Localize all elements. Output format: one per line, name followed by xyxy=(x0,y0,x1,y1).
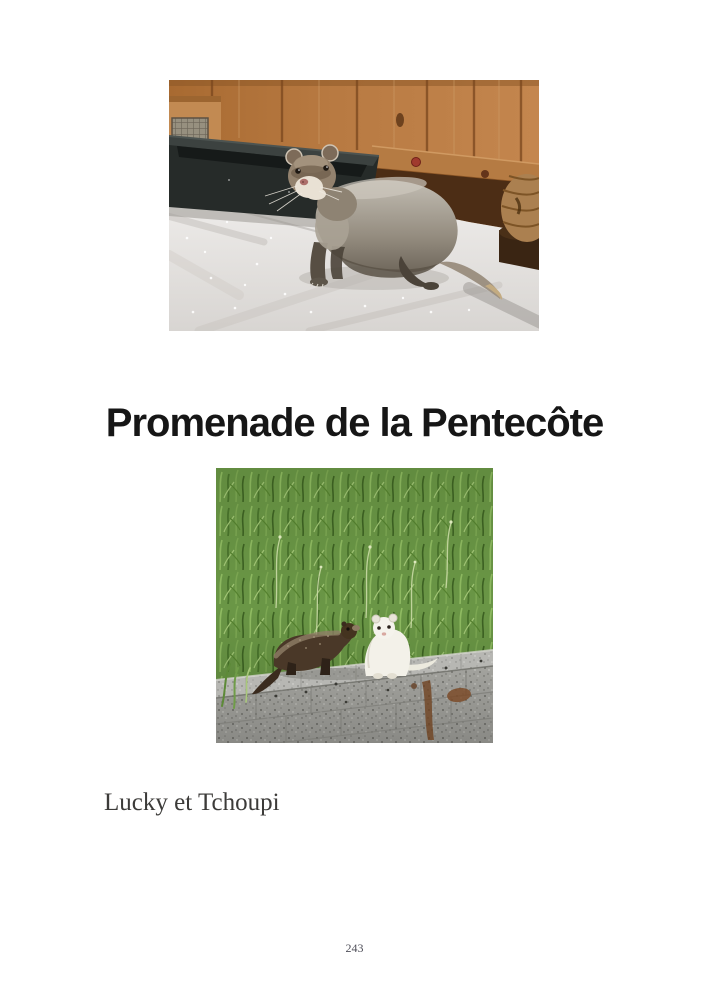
page-number: 243 xyxy=(345,941,364,955)
page-title: Promenade de la Pentecôte xyxy=(105,401,604,445)
photo-caption: Lucky et Tchoupi xyxy=(104,789,280,816)
photo-ferret-indoor xyxy=(169,80,539,331)
photo-ferrets-outdoor xyxy=(216,468,493,743)
